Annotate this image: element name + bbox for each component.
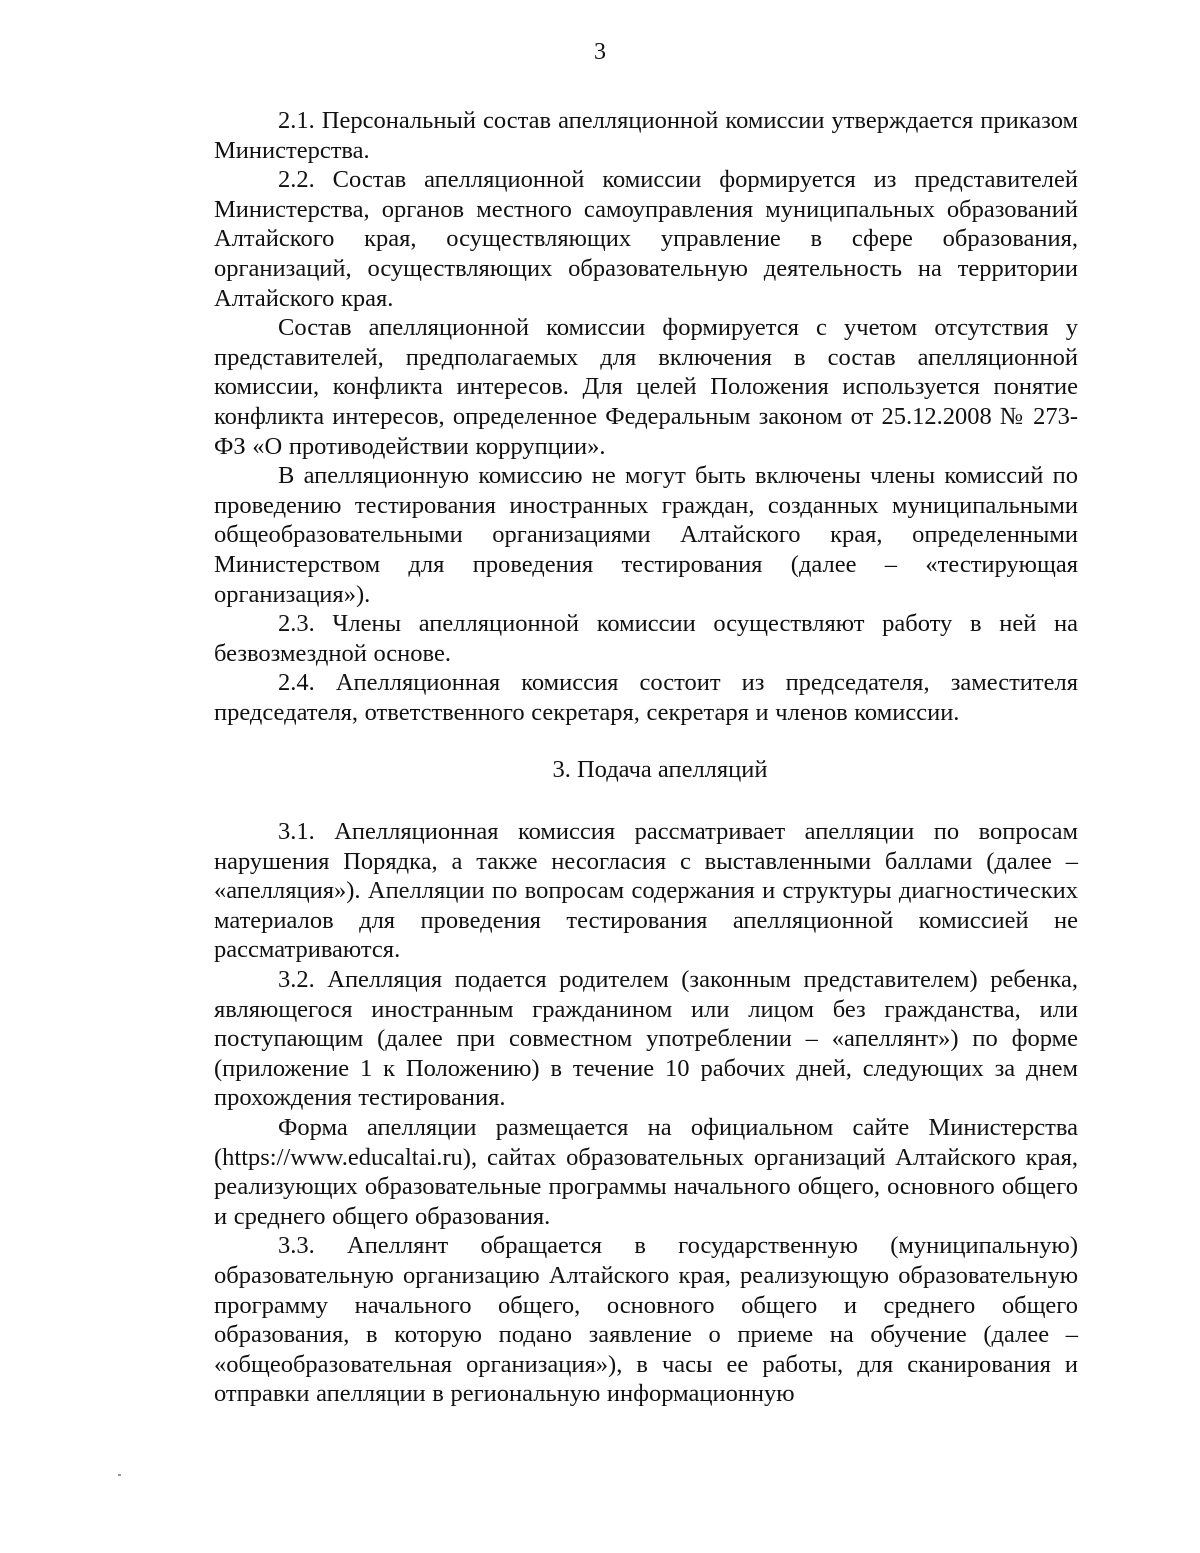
- paragraph-2-2: 2.2. Состав апелляционной комиссии формируется из представителей Министерства, органов местного самоуправления муниципальных образований Алтайского края, осуществляющих управление в сфере образования, организаций, осуществляющих образовательную деятельность на территории Алтайского края.: [214, 166, 1078, 312]
- paragraph-conflict-of-interest: Состав апелляционной комиссии формируется с учетом отсутствия у представителей, предполагаемых для включения в состав апелляционной комиссии, конфликта интересов. Для целей Положения используется понятие конфликта интересов, определенное Федеральным законом от 25.12.2008 № 273-ФЗ «О противодействии коррупции».: [214, 314, 1078, 460]
- page-number: 3: [594, 39, 606, 65]
- document-body: [214, 106, 1078, 1409]
- paragraph-2-4: 2.4. Апелляционная комиссия состоит из председателя, заместителя председателя, ответственного секретаря, секретаря и членов комиссии.: [214, 669, 1078, 726]
- paragraph-2-1: 2.1. Персональный состав апелляционной комиссии утверждается приказом Министерства.: [214, 107, 1078, 164]
- paragraph-3-2: 3.2. Апелляция подается родителем (законным представителем) ребенка, являющегося иностранным гражданином или лицом без гражданства, или поступающим (далее при совместном употреблении – «апеллянт») по форме (приложение 1 к Положению) в течение 10 рабочих дней, следующих за днем прохождения тестирования.: [214, 966, 1078, 1112]
- paragraph-3-1: 3.1. Апелляционная комиссия рассматривает апелляции по вопросам нарушения Порядка, а также несогласия с выставленными баллами (далее – «апелляция»). Апелляции по вопросам содержания и структуры диагностических материалов для проведения тестирования апелляционной комиссией не рассматриваются.: [214, 818, 1078, 964]
- paragraph-2-3: 2.3. Члены апелляционной комиссии осуществляют работу в ней на безвозмездной основе.: [214, 610, 1078, 667]
- section-heading: 3. Подача апелляций: [552, 756, 768, 784]
- scan-artifact: [118, 1474, 121, 1476]
- paragraph-3-3: 3.3. Апеллянт обращается в государственную (муниципальную) образовательную организацию Алтайского края, реализующую образовательную программу начального общего, основного общего и среднего общего образования, в которую подано заявление о приеме на обучение (далее – «общеобразовательная организация»), в часы ее работы, для сканирования и отправки апелляции в региональную информационную: [214, 1232, 1078, 1408]
- paragraph-appeal-form: Форма апелляции размещается на официальном сайте Министерства (https://www.educaltai.ru), сайтах образовательных организаций Алтайского края, реализующих образовательные программы начального общего, основного общего и среднего общего образования.: [214, 1114, 1078, 1230]
- paragraph-exclusions: В апелляционную комиссию не могут быть включены члены комиссий по проведению тестирования иностранных граждан, созданных муниципальными общеобразовательными организациями Алтайского края, определенными Министерством для проведения тестирования (далее – «тестирующая организация»).: [214, 462, 1078, 608]
